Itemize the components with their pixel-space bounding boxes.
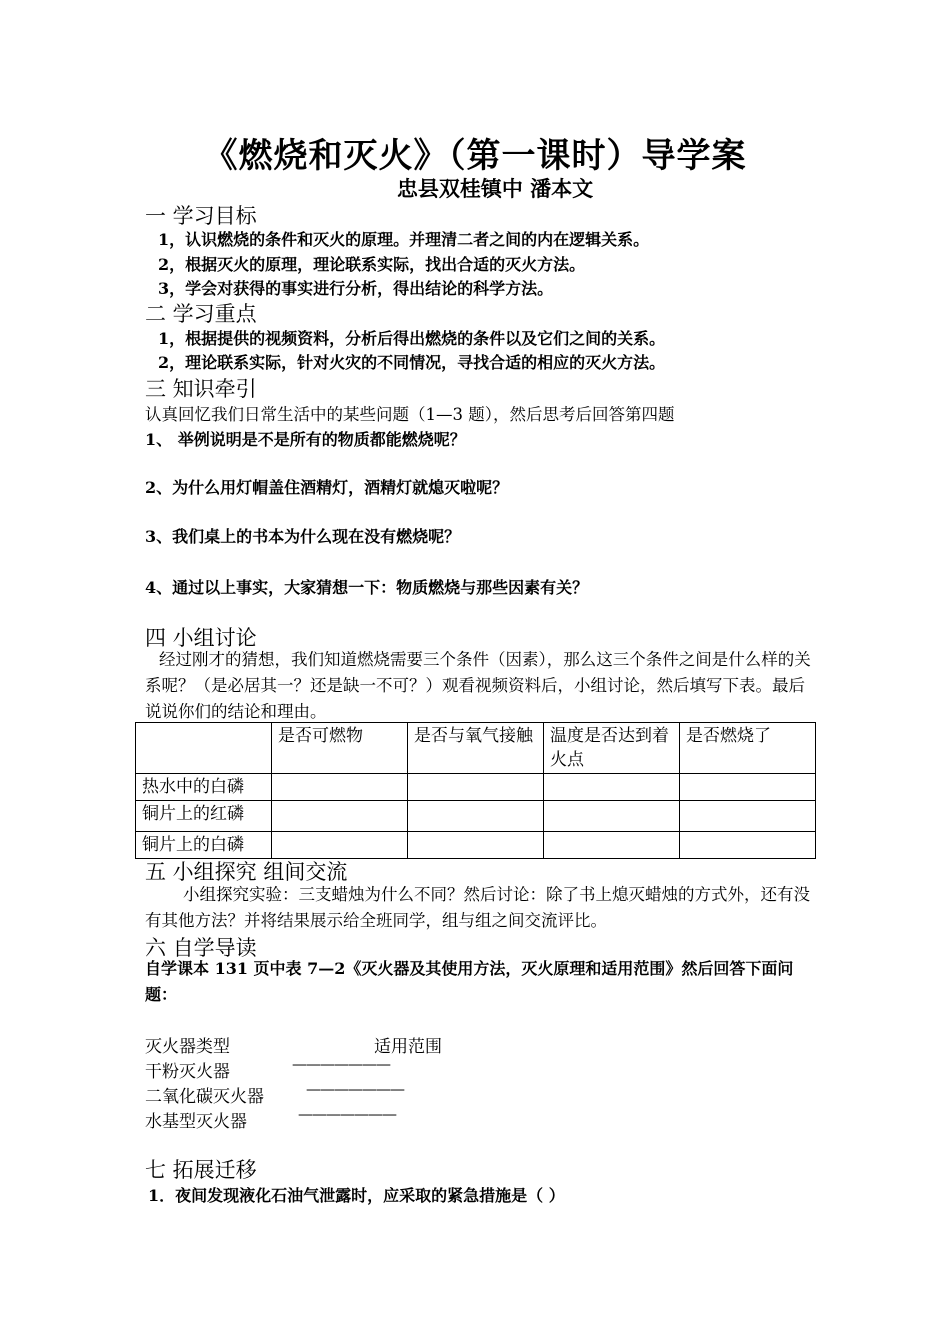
table-row [136,801,816,832]
answer-blank[interactable]: ——————— [292,1055,390,1073]
extinguisher-type: 二氧化碳灭火器 [145,1087,264,1107]
section-heading-2: 二 学习重点 [145,302,257,326]
discussion-paragraph: 经过刚才的猜想，我们知道燃烧需要三个条件（因素），那么这三个条件之间是什么样的关系呢？（是必居其一？还是缺一不可？）观看视频资料后，小组讨论，然后填写下表。最后说说你们的结论和理由。 [145,650,811,721]
table-header-cell [136,723,272,774]
question-item: 1、 举例说明是不是所有的物质都能燃烧呢？ [145,430,466,449]
author-line: 忠县双桂镇中 潘本文 [396,176,594,201]
question-item: 2、为什么用灯帽盖住酒精灯，酒精灯就熄灭啦呢？ [145,478,509,497]
table-row-label: 热水中的白磷 [136,774,272,801]
table-cell[interactable] [544,801,680,832]
inquiry-paragraph: 小组探究实验：三支蜡烛为什么不同？然后讨论：除了书上熄灭蜡烛的方式外，还有没有其他方法？并将结果展示给全班同学，组与组之间交流评比。 [145,885,810,930]
objective-item: 3，学会对获得的事实进行分析，得出结论的科学方法。 [158,279,554,298]
section-heading-3: 三 知识牵引 [145,377,257,401]
section-heading-4: 四 小组讨论 [145,626,257,650]
extinguisher-type: 水基型灭火器 [145,1112,247,1132]
table-row [136,832,816,859]
table-row-label: 铜片上的白磷 [136,832,272,859]
table-cell[interactable] [680,801,816,832]
table-row-label: 铜片上的红磷 [136,801,272,832]
table-cell[interactable] [680,774,816,801]
section-heading-5: 五 小组探究 组间交流 [145,860,348,884]
answer-blank[interactable]: ——————— [298,1105,396,1123]
table-cell[interactable] [272,774,408,801]
answer-blank[interactable]: ——————— [306,1080,404,1098]
focus-item: 2，理论联系实际，针对火灾的不同情况，寻找合适的相应的灭火方法。 [158,353,666,372]
table-row [136,774,816,801]
table-header-row [136,723,816,774]
table-header-cell: 温度是否达到着火点 [544,723,680,774]
question-item: 4、通过以上事实，大家猜想一下：物质燃烧与那些因素有关？ [145,578,589,597]
table-cell[interactable] [544,832,680,859]
section-heading-7: 七 拓展迁移 [145,1158,257,1182]
objective-item: 2，根据灭火的原理，理论联系实际，找出合适的灭火方法。 [158,255,586,274]
table-cell[interactable] [272,801,408,832]
table-cell[interactable] [680,832,816,859]
table-cell[interactable] [408,832,544,859]
section-heading-1: 一 学习目标 [145,204,257,228]
focus-item: 1，根据提供的视频资料，分析后得出燃烧的条件以及它们之间的关系。 [158,329,666,348]
extinguisher-type: 干粉灭火器 [145,1062,230,1082]
section-heading-6: 六 自学导读 [145,936,257,960]
extension-question: 1．夜间发现液化石油气泄露时，应采取的紧急措施是（ ） [148,1186,565,1205]
table-header-cell: 是否燃烧了 [680,723,816,774]
scope-header: 适用范围 [374,1037,442,1057]
self-study-paragraph: 自学课本 131 页中表 7—2《灭火器及其使用方法，灭火原理和适用范围》然后回答下面问题： [145,959,794,1004]
objective-item: 1，认识燃烧的条件和灭火的原理。并理清二者之间的内在逻辑关系。 [158,230,650,249]
extinguisher-type-header: 灭火器类型 [145,1037,230,1057]
table-cell[interactable] [408,801,544,832]
section-3-intro: 认真回忆我们日常生活中的某些问题（1—3 题），然后思考后回答第四题 [145,405,675,424]
table-header-cell: 是否可燃物 [272,723,408,774]
table-cell[interactable] [408,774,544,801]
table-cell[interactable] [272,832,408,859]
page-title: 《燃烧和灭火》（第一课时）导学案 [203,136,747,176]
table-header-cell: 是否与氧气接触 [408,723,544,774]
question-item: 3、我们桌上的书本为什么现在没有燃烧呢？ [145,527,461,546]
table-cell[interactable] [544,774,680,801]
experiment-table [135,722,816,859]
